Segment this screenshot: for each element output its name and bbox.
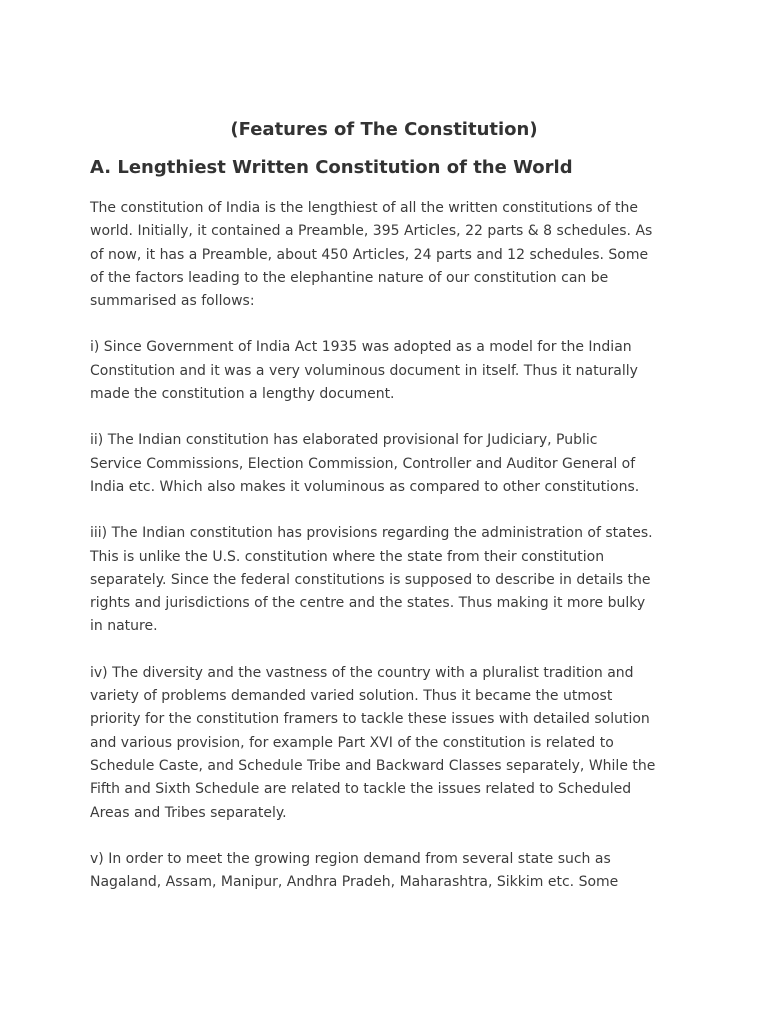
section-heading: A. Lengthiest Written Constitution of the World [90, 157, 573, 178]
text-line: Constitution and it was a very voluminous document in itself. Thus it naturally [90, 362, 638, 379]
text-line: rights and jurisdictions of the centre and the states. Thus making it more bulky [90, 595, 646, 612]
text-line: India etc. Which also makes it voluminous as compared to other constitutions. [90, 478, 640, 495]
text-line: Fifth and Sixth Schedule are related to tackle the issues related to Scheduled [90, 781, 632, 798]
text-line: world. Initially, it contained a Preamble, 395 Articles, 22 parts & 8 schedules. As [90, 223, 653, 240]
text-line: i) Since Government of India Act 1935 was adopted as a model for the Indian [90, 339, 632, 356]
text-line: of the factors leading to the elephantine nature of our constitution can be [90, 269, 609, 286]
text-line: This is unlike the U.S. constitution where the state from their constitution [90, 548, 605, 565]
document-body [90, 197, 690, 917]
paragraph-point-iv [90, 662, 690, 825]
text-line: Areas and Tribes separately. [90, 804, 287, 821]
paragraph-intro [90, 197, 690, 313]
text-line: in nature. [90, 618, 158, 635]
text-line: variety of problems demanded varied solution. Thus it became the utmost [90, 688, 613, 705]
paragraph-point-v [90, 848, 690, 895]
text-line: ii) The Indian constitution has elaborated provisional for Judiciary, Public [90, 432, 598, 449]
text-line: iii) The Indian constitution has provisions regarding the administration of states. [90, 525, 653, 542]
text-line: of now, it has a Preamble, about 450 Articles, 24 parts and 12 schedules. Some [90, 246, 649, 263]
text-line: priority for the constitution framers to tackle these issues with detailed solution [90, 711, 650, 728]
text-line: v) In order to meet the growing region demand from several state such as [90, 850, 611, 867]
text-line: Schedule Caste, and Schedule Tribe and Backward Classes separately, While the [90, 757, 656, 774]
text-line: separately. Since the federal constitutions is supposed to describe in details the [90, 571, 651, 588]
text-line: Nagaland, Assam, Manipur, Andhra Pradeh, Maharashtra, Sikkim etc. Some [90, 874, 619, 891]
text-line: iv) The diversity and the vastness of the country with a pluralist tradition and [90, 664, 634, 681]
text-line: summarised as follows: [90, 293, 255, 310]
document-title: (Features of The Constitution) [230, 119, 538, 140]
paragraph-point-iii [90, 522, 690, 638]
paragraph-point-i [90, 336, 690, 406]
text-line: and various provision, for example Part XVI of the constitution is related to [90, 734, 614, 751]
text-line: made the constitution a lengthy document. [90, 386, 395, 403]
paragraph-point-ii [90, 429, 690, 499]
text-line: The constitution of India is the lengthiest of all the written constitutions of the [90, 200, 638, 216]
text-line: Service Commissions, Election Commission, Controller and Auditor General of [90, 455, 636, 472]
